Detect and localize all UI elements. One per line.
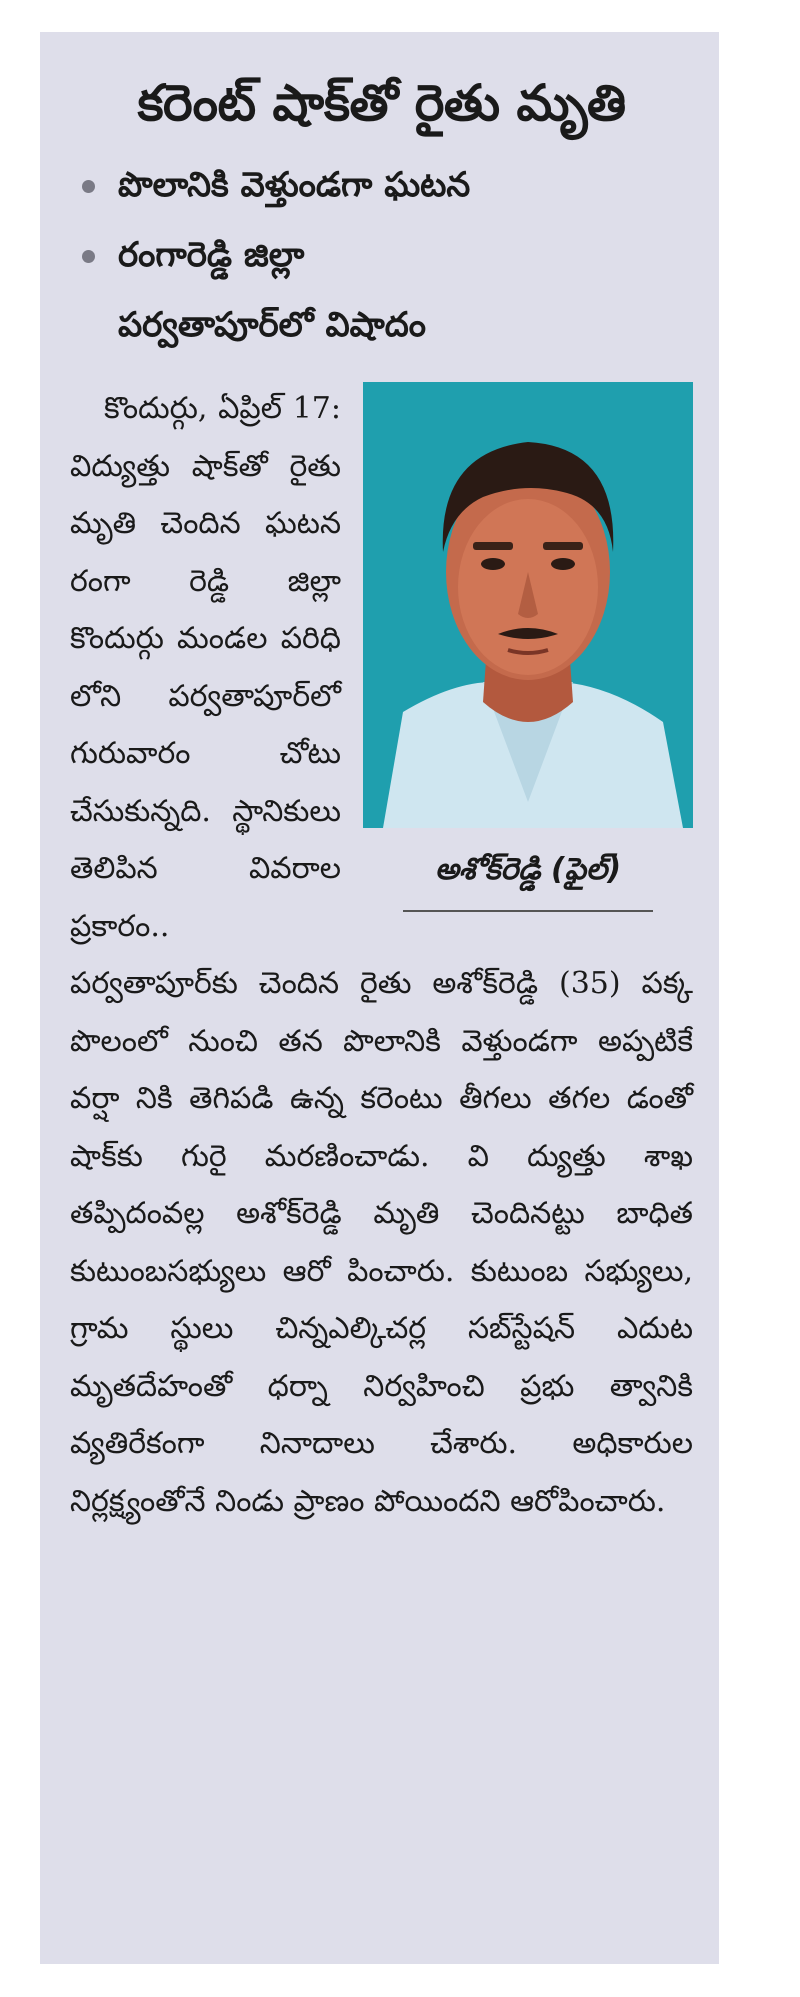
subheadline-item xyxy=(70,220,693,360)
bullet-dot-icon xyxy=(82,250,95,263)
subheadline-text: రంగారెడ్డి జిల్లా xyxy=(118,235,305,275)
subheadline-item xyxy=(70,150,693,220)
photo-block xyxy=(363,382,693,912)
photo-caption: అశోక్‌రెడ్డి (ఫైల్) xyxy=(434,852,622,887)
subheadline-text: పర్వతాపూర్‌లో విషాదం xyxy=(118,305,426,345)
subheadline-text: పొలానికి వెళ్తుండగా ఘటన xyxy=(118,165,471,205)
caption-divider xyxy=(403,910,653,912)
article-paragraph: కొందుర్గు, ఏప్రిల్ 17: విద్యుత్తు షాక్‌తో రైతు మృతి చెందిన ఘటన రంగా రెడ్డి జిల్లా కొందుర్గు మండల పరిధి లోని పర్వతాపూర్‌లో గురువారం చోటు చేసుకున్నది. స్థానికులు తెలిపిన వివరాల ప్రకారం.. పర్వతాపూర్‌కు చెందిన రైతు అశోక్‌రెడ్డి (35) పక్క పొలంలో నుంచి తన పొలానికి వెళ్తుండగా అప్పటికే వర్షా నికి తెగిపడి ఉన్న కరెంటు తీగలు తగల డంతో షాక్‌కు గురై మరణించాడు. వి ద్యుత్తు శాఖ తప్పిదంవల్ల అశోక్‌రెడ్డి మృతి చెందినట్టు బాధిత కుటుంబసభ్యులు ఆరో పించారు. కుటుంబ సభ్యులు, గ్రామ స్థులు చిన్నఎల్కిచర్ల సబ్‌స్టేషన్ ఎదుట మృతదేహంతో ధర్నా నిర్వహించి ప్రభు త్వానికి వ్యతిరేకంగా నినాదాలు చేశారు. అధికారుల నిర్లక్ష్యంతోనే నిండు ప్రాణం పోయిందని ఆరోపించారు. xyxy=(70,391,693,1519)
news-clipping xyxy=(40,32,719,1964)
bullet-dot-icon xyxy=(82,180,95,193)
person-portrait-icon xyxy=(363,382,693,828)
subheadline-list xyxy=(70,150,693,360)
person-photo xyxy=(363,382,693,828)
headline: కరెంట్ షాక్‌తో రైతు మృతి xyxy=(137,74,626,132)
article-body xyxy=(70,380,693,1530)
